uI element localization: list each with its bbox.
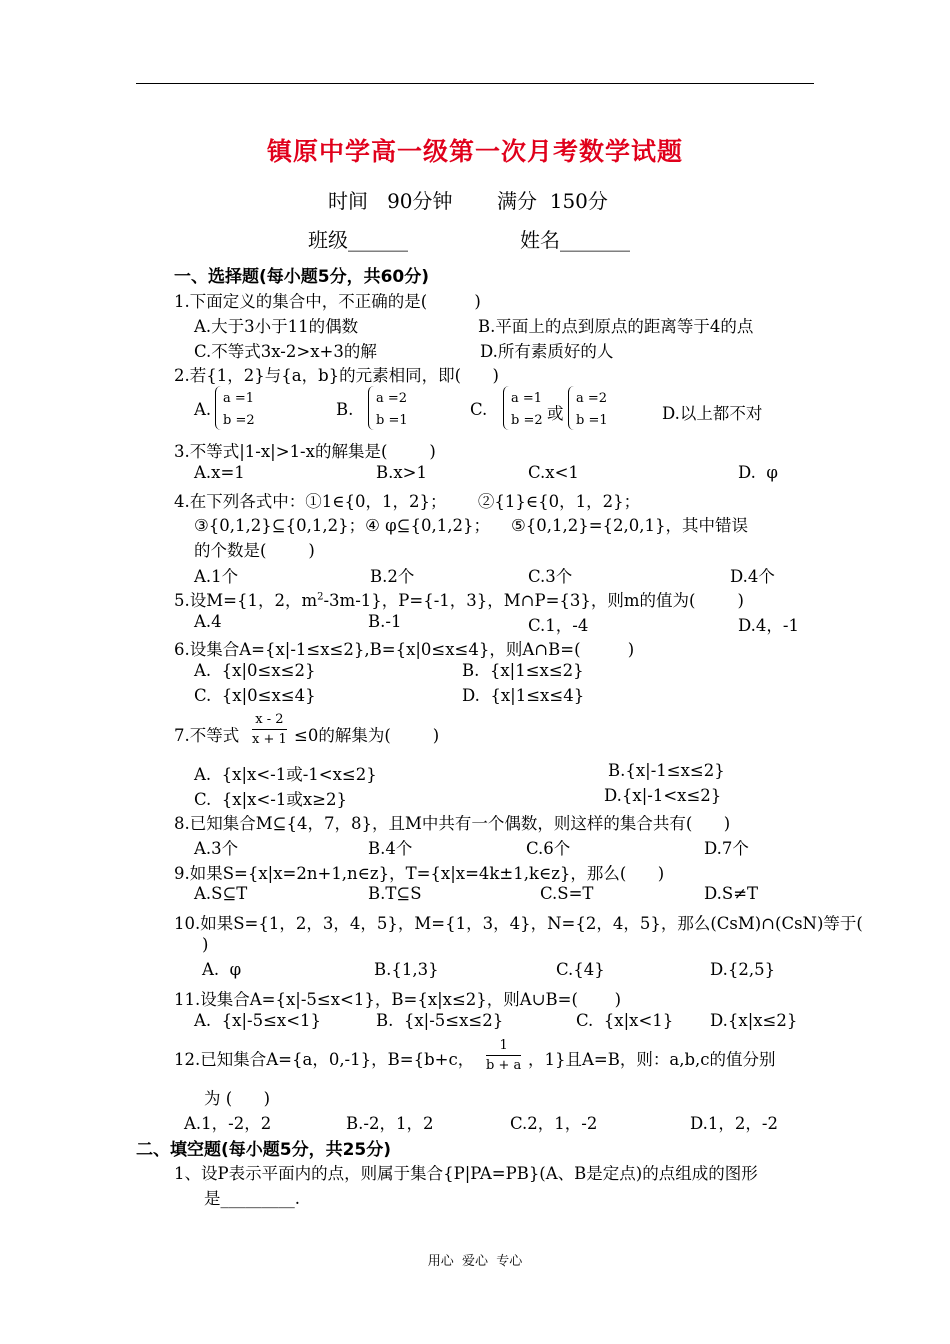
fraction-denominator: b + a (486, 1058, 522, 1073)
q5-stem-post: -3m-1}，P={-1，3}，M∩P={3}，则m的值为( ) (323, 591, 744, 610)
q9-option-d: D.S≠T (704, 884, 759, 903)
q10-option-a: A. φ (202, 960, 242, 979)
fill-q1-line1: 1、设P表示平面内的点，则属于集合{P|PA=PB}(A、B是定点)的点组成的图形 (174, 1164, 758, 1183)
q12-pre: 12.已知集合A={a，0,-1}，B={b+c， (174, 1050, 475, 1069)
q11-option-a: A. {x|-5≤x<1} (194, 1011, 322, 1030)
section2-heading: 二、填空题(每小题5分，共25分) (136, 1140, 392, 1160)
q8-option-a: A.3个 (194, 839, 239, 858)
q2-option-c-system2 (568, 388, 608, 432)
q4-line3: 的个数是( ) (194, 541, 315, 560)
q12-fraction (486, 1038, 521, 1073)
q12-option-c: C.2，1，-2 (510, 1114, 598, 1133)
q3-option-c: C.x<1 (528, 463, 579, 482)
q8-stem: 8.已知集合M⊆{4，7，8}，且M中共有一个偶数，则这样的集合共有( ) (174, 814, 731, 833)
q9-option-c: C.S=T (540, 884, 594, 903)
q4-option-c: C.3个 (528, 567, 573, 586)
q12-post: ，1}且A=B，则：a,b,c的值分别 (528, 1050, 776, 1069)
fraction-numerator: 1 (486, 1038, 521, 1056)
q4-line1: 4.在下列各式中：①1∈{0，1，2}； ②{1}∈{0，1，2}； (174, 492, 641, 511)
q7-fraction (252, 712, 287, 747)
q1-stem: 1.下面定义的集合中，不正确的是( ) (174, 292, 481, 311)
q10-option-d: D.{2,5} (710, 960, 776, 979)
q4-option-b: B.2个 (370, 567, 415, 586)
fill-q1-line2: 是_________. (204, 1189, 300, 1208)
q4-option-d: D.4个 (730, 567, 775, 586)
q10-stem: 10.如果S={1，2，3，4，5}，M={1，3，4}，N={2，4，5}，那么(CsM)∩(CsN)等于( (174, 914, 863, 933)
q7-option-a: A. {x|x<-1或-1<x≤2} (194, 765, 377, 784)
q5-option-c: C.1，-4 (528, 616, 589, 635)
q5-option-d: D.4，-1 (738, 616, 799, 635)
q6-option-c: C. {x|0≤x≤4} (194, 686, 316, 705)
fraction-numerator: x - 2 (252, 712, 287, 730)
name-field: 姓名_______ (520, 228, 630, 252)
q2-option-a-label: A. (194, 400, 212, 419)
q12-stem-cont: 为 ( ) (204, 1089, 271, 1108)
q1-option-c: C.不等式3x-2>x+3的解 (194, 342, 377, 361)
top-rule (136, 83, 814, 84)
equation: b =1 (576, 413, 608, 428)
q6-option-d: D. {x|1≤x≤4} (462, 686, 585, 705)
q5-stem-pre: 5.设M={1，2，m (174, 591, 318, 610)
q1-option-b: B.平面上的点到原点的距离等于4的点 (478, 317, 754, 336)
q12-option-b: B.-2，1，2 (346, 1114, 434, 1133)
q2-option-c-label: C. (470, 400, 488, 419)
time-line: 时间 90分钟 满分 150分 (328, 189, 608, 213)
equation: b =2 (511, 413, 543, 428)
q9-stem: 9.如果S={x|x=2n+1,n∈z}，T={x|x=4k±1,k∈z}，那么( ) (174, 864, 665, 883)
equation: a =1 (511, 391, 543, 406)
q5-exponent: 2 (317, 591, 324, 603)
q10-option-c: C.{4} (556, 960, 605, 979)
fraction-denominator: x + 1 (252, 732, 287, 747)
q2-option-a-system (215, 388, 255, 432)
q11-option-b: B. {x|-5≤x≤2} (376, 1011, 504, 1030)
q1-option-d: D.所有素质好的人 (480, 342, 614, 361)
q3-option-a: A.x=1 (194, 463, 245, 482)
q12-option-d: D.1，2，-2 (690, 1114, 778, 1133)
q8-option-b: B.4个 (368, 839, 413, 858)
equation: b =1 (376, 413, 408, 428)
q11-option-d: D.{x|x≤2} (710, 1011, 798, 1030)
q8-option-d: D.7个 (704, 839, 749, 858)
q3-stem: 3.不等式|1-x|>1-x的解集是( ) (174, 442, 436, 461)
page-footer: 用心 爱心 专心 (427, 1254, 523, 1269)
equation: a =1 (223, 391, 255, 406)
q2-option-b-system (368, 388, 408, 432)
q4-line2: ③{0,1,2}⊆{0,1,2}；④ φ⊆{0,1,2}； ⑤{0,1,2}={2,0,1}，其中错误 (194, 516, 749, 535)
equation: a =2 (376, 391, 408, 406)
q10-stem-cont: ) (202, 935, 209, 954)
q11-option-c: C. {x|x<1} (576, 1011, 674, 1030)
q2-stem: 2.若{1，2}与{a，b}的元素相同，即( ) (174, 366, 499, 385)
q5-option-b: B.-1 (368, 612, 402, 631)
q9-option-b: B.T⊆S (368, 884, 422, 903)
q7-option-b: B.{x|-1≤x≤2} (608, 761, 725, 780)
page-title: 镇原中学高一级第一次月考数学试题 (266, 137, 683, 166)
q3-option-d: D. φ (738, 463, 778, 482)
q6-option-a: A. {x|0≤x≤2} (194, 661, 316, 680)
q1-option-a: A.大于3小于11的偶数 (194, 317, 359, 336)
q7-post: ≤0的解集为( ) (294, 726, 440, 745)
q5-stem (174, 587, 744, 611)
equation: a =2 (576, 391, 608, 406)
q10-option-b: B.{1,3} (374, 960, 439, 979)
q6-option-b: B. {x|1≤x≤2} (462, 661, 584, 680)
q4-option-a: A.1个 (194, 567, 239, 586)
equation: b =2 (223, 413, 255, 428)
q11-stem: 11.设集合A={x|-5≤x<1}，B={x|x≤2}，则A∪B=( ) (174, 990, 622, 1009)
q8-option-c: C.6个 (526, 839, 571, 858)
q6-stem: 6.设集合A={x|-1≤x≤2},B={x|0≤x≤4}，则A∩B=( ) (174, 640, 635, 659)
q7-pre: 7.不等式 (174, 726, 240, 745)
q2-option-b-label: B. (336, 400, 354, 419)
q2-option-c-system1 (503, 388, 543, 432)
q5-option-a: A.4 (194, 612, 222, 631)
q3-option-b: B.x>1 (376, 463, 427, 482)
q7-option-c: C. {x|x<-1或x≥2} (194, 790, 347, 809)
section1-heading: 一、选择题(每小题5分，共60分) (174, 267, 430, 287)
q12-option-a: A.1，-2，2 (184, 1114, 272, 1133)
q7-option-d: D.{x|-1<x≤2} (604, 786, 722, 805)
q9-option-a: A.S⊆T (194, 884, 248, 903)
class-field: 班级______ (308, 228, 408, 252)
q2-or: 或 (547, 404, 564, 423)
q2-option-d: D.以上都不对 (662, 404, 763, 423)
